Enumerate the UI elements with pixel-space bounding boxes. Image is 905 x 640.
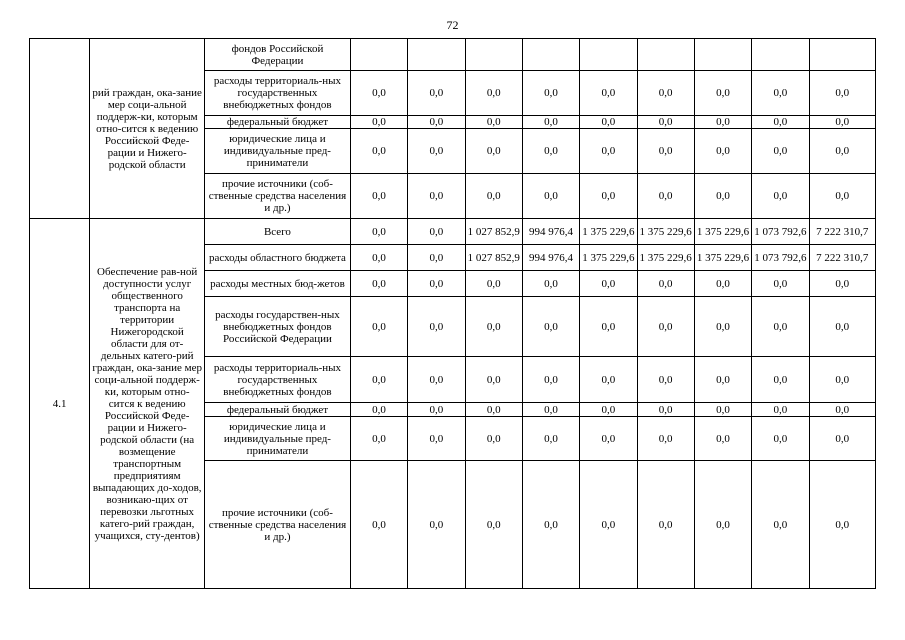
value-cell: 0,0 bbox=[809, 129, 876, 174]
value-cell: 0,0 bbox=[809, 174, 876, 219]
value-cell bbox=[694, 39, 751, 71]
value-cell: 0,0 bbox=[408, 71, 465, 116]
value-cell: 0,0 bbox=[694, 71, 751, 116]
value-cell: 0,0 bbox=[350, 129, 407, 174]
value-cell: 0,0 bbox=[522, 271, 579, 297]
value-cell: 0,0 bbox=[408, 297, 465, 357]
value-cell: 0,0 bbox=[522, 297, 579, 357]
funding-source-cell: расходы областного бюджета bbox=[205, 245, 351, 271]
value-cell: 1 073 792,6 bbox=[752, 219, 809, 245]
value-cell: 0,0 bbox=[694, 129, 751, 174]
funding-source-cell: федеральный бюджет bbox=[205, 403, 351, 417]
value-cell bbox=[809, 39, 876, 71]
value-cell: 0,0 bbox=[752, 417, 809, 461]
value-cell: 994 976,4 bbox=[522, 245, 579, 271]
value-cell: 0,0 bbox=[694, 297, 751, 357]
value-cell: 0,0 bbox=[522, 174, 579, 219]
value-cell: 0,0 bbox=[580, 271, 637, 297]
value-cell: 0,0 bbox=[350, 174, 407, 219]
value-cell: 0,0 bbox=[465, 129, 522, 174]
value-cell: 0,0 bbox=[694, 116, 751, 129]
value-cell: 0,0 bbox=[637, 461, 694, 589]
value-cell: 0,0 bbox=[408, 245, 465, 271]
value-cell: 0,0 bbox=[637, 174, 694, 219]
value-cell: 0,0 bbox=[637, 129, 694, 174]
value-cell: 0,0 bbox=[465, 297, 522, 357]
value-cell: 0,0 bbox=[637, 403, 694, 417]
value-cell: 0,0 bbox=[408, 174, 465, 219]
value-cell: 0,0 bbox=[809, 297, 876, 357]
value-cell: 0,0 bbox=[465, 71, 522, 116]
value-cell: 0,0 bbox=[752, 403, 809, 417]
funding-source-cell: федеральный бюджет bbox=[205, 116, 351, 129]
value-cell: 0,0 bbox=[752, 71, 809, 116]
value-cell: 0,0 bbox=[350, 417, 407, 461]
value-cell: 0,0 bbox=[580, 357, 637, 403]
value-cell bbox=[350, 39, 407, 71]
table-row bbox=[30, 39, 876, 71]
value-cell: 994 976,4 bbox=[522, 219, 579, 245]
value-cell bbox=[752, 39, 809, 71]
value-cell: 0,0 bbox=[350, 357, 407, 403]
value-cell: 0,0 bbox=[350, 245, 407, 271]
value-cell: 0,0 bbox=[809, 357, 876, 403]
measure-name-cell: рий граждан, ока-зание мер соци-альной поддерж-ки, которым отно-сится к ведению Российской Феде-рации и Нижего-родской области bbox=[90, 39, 205, 219]
value-cell: 0,0 bbox=[580, 297, 637, 357]
value-cell: 0,0 bbox=[408, 403, 465, 417]
value-cell: 0,0 bbox=[752, 174, 809, 219]
value-cell: 0,0 bbox=[465, 461, 522, 589]
value-cell bbox=[637, 39, 694, 71]
value-cell: 0,0 bbox=[465, 357, 522, 403]
value-cell: 0,0 bbox=[408, 116, 465, 129]
value-cell: 0,0 bbox=[522, 71, 579, 116]
value-cell: 1 375 229,6 bbox=[637, 219, 694, 245]
value-cell: 0,0 bbox=[465, 271, 522, 297]
value-cell: 1 375 229,6 bbox=[694, 219, 751, 245]
value-cell: 0,0 bbox=[465, 116, 522, 129]
funding-source-cell: юридические лица и индивидуальные пред-приниматели bbox=[205, 129, 351, 174]
funding-source-cell: расходы территориаль-ных государственных внебюджетных фондов bbox=[205, 357, 351, 403]
value-cell: 0,0 bbox=[522, 116, 579, 129]
page-number: 72 bbox=[446, 18, 459, 32]
value-cell bbox=[580, 39, 637, 71]
value-cell: 0,0 bbox=[637, 271, 694, 297]
value-cell: 0,0 bbox=[408, 219, 465, 245]
value-cell: 0,0 bbox=[522, 403, 579, 417]
value-cell: 0,0 bbox=[580, 116, 637, 129]
row-number-cell: 4.1 bbox=[30, 219, 90, 589]
value-cell bbox=[522, 39, 579, 71]
value-cell: 0,0 bbox=[465, 403, 522, 417]
value-cell: 0,0 bbox=[350, 461, 407, 589]
value-cell: 0,0 bbox=[580, 174, 637, 219]
value-cell: 0,0 bbox=[350, 403, 407, 417]
value-cell: 7 222 310,7 bbox=[809, 245, 876, 271]
value-cell: 0,0 bbox=[408, 357, 465, 403]
value-cell: 0,0 bbox=[522, 417, 579, 461]
funding-source-cell: фондов Российской Федерации bbox=[205, 39, 351, 71]
row-number-cell bbox=[30, 39, 90, 219]
value-cell: 0,0 bbox=[809, 461, 876, 589]
value-cell: 0,0 bbox=[694, 357, 751, 403]
value-cell: 0,0 bbox=[637, 417, 694, 461]
value-cell: 0,0 bbox=[580, 403, 637, 417]
value-cell: 1 375 229,6 bbox=[694, 245, 751, 271]
funding-source-cell: расходы территориаль-ных государственных внебюджетных фондов bbox=[205, 71, 351, 116]
value-cell: 0,0 bbox=[350, 271, 407, 297]
value-cell: 0,0 bbox=[752, 297, 809, 357]
value-cell: 0,0 bbox=[809, 116, 876, 129]
value-cell: 0,0 bbox=[694, 417, 751, 461]
value-cell: 0,0 bbox=[637, 71, 694, 116]
value-cell: 0,0 bbox=[522, 357, 579, 403]
value-cell: 0,0 bbox=[752, 461, 809, 589]
funding-source-cell: юридические лица и индивидуальные пред-приниматели bbox=[205, 417, 351, 461]
value-cell bbox=[465, 39, 522, 71]
value-cell: 0,0 bbox=[580, 461, 637, 589]
value-cell: 0,0 bbox=[350, 116, 407, 129]
value-cell: 0,0 bbox=[694, 403, 751, 417]
value-cell: 0,0 bbox=[637, 116, 694, 129]
value-cell: 0,0 bbox=[465, 417, 522, 461]
value-cell: 0,0 bbox=[752, 271, 809, 297]
value-cell: 0,0 bbox=[694, 271, 751, 297]
value-cell: 0,0 bbox=[350, 71, 407, 116]
funding-source-cell: расходы местных бюд-жетов bbox=[205, 271, 351, 297]
value-cell: 0,0 bbox=[408, 417, 465, 461]
measure-name-cell: Обеспечение рав-ной доступности услуг общественного транспорта на территории Нижегородской области для от-дельных катего-рий граждан, ока-зание мер соци-альной поддерж-ки, которым отно-сится к ведению Российской Феде-рации и Нижего-родской области (на возмещение транспортным предприятиям выпадающих до-ходов, возникаю-щих от перевозки льготных катего-рий граждан, учащихся, сту-дентов) bbox=[90, 219, 205, 589]
value-cell: 1 073 792,6 bbox=[752, 245, 809, 271]
value-cell: 1 027 852,9 bbox=[465, 219, 522, 245]
budget-table bbox=[29, 38, 876, 589]
value-cell: 0,0 bbox=[350, 219, 407, 245]
value-cell: 0,0 bbox=[752, 357, 809, 403]
table-row bbox=[30, 219, 876, 245]
value-cell: 0,0 bbox=[809, 271, 876, 297]
value-cell: 0,0 bbox=[580, 71, 637, 116]
funding-source-cell: Всего bbox=[205, 219, 351, 245]
value-cell: 0,0 bbox=[637, 357, 694, 403]
value-cell: 0,0 bbox=[694, 174, 751, 219]
value-cell: 0,0 bbox=[580, 129, 637, 174]
value-cell: 0,0 bbox=[637, 297, 694, 357]
funding-source-cell: расходы государствен-ных внебюджетных фондов Российской Федерации bbox=[205, 297, 351, 357]
value-cell: 0,0 bbox=[522, 129, 579, 174]
value-cell: 0,0 bbox=[465, 174, 522, 219]
value-cell: 0,0 bbox=[809, 71, 876, 116]
value-cell: 1 375 229,6 bbox=[580, 219, 637, 245]
value-cell: 0,0 bbox=[408, 271, 465, 297]
funding-source-cell: прочие источники (соб-ственные средства населения и др.) bbox=[205, 461, 351, 589]
table-body bbox=[30, 39, 876, 589]
value-cell: 0,0 bbox=[809, 403, 876, 417]
value-cell: 0,0 bbox=[809, 417, 876, 461]
value-cell: 0,0 bbox=[752, 129, 809, 174]
funding-source-cell: прочие источники (соб-ственные средства населения и др.) bbox=[205, 174, 351, 219]
value-cell: 7 222 310,7 bbox=[809, 219, 876, 245]
value-cell: 0,0 bbox=[408, 129, 465, 174]
value-cell: 0,0 bbox=[522, 461, 579, 589]
value-cell: 0,0 bbox=[694, 461, 751, 589]
value-cell: 0,0 bbox=[408, 461, 465, 589]
value-cell: 1 375 229,6 bbox=[637, 245, 694, 271]
value-cell: 0,0 bbox=[580, 417, 637, 461]
value-cell: 0,0 bbox=[752, 116, 809, 129]
value-cell: 1 027 852,9 bbox=[465, 245, 522, 271]
value-cell: 0,0 bbox=[350, 297, 407, 357]
value-cell: 1 375 229,6 bbox=[580, 245, 637, 271]
value-cell bbox=[408, 39, 465, 71]
